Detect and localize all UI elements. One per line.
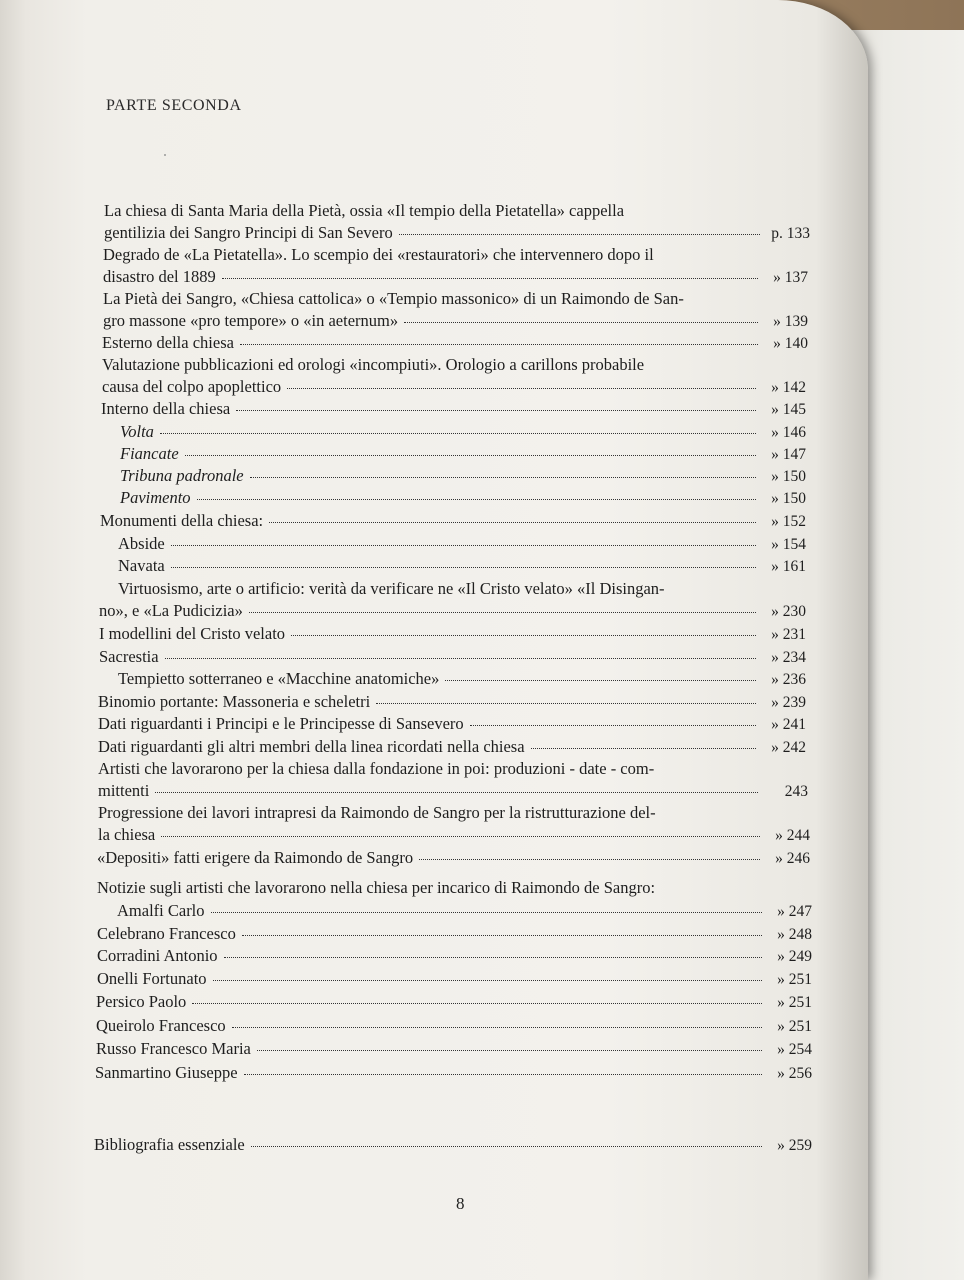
dot-leader — [185, 454, 756, 456]
toc-entry-page: » 147 — [771, 446, 806, 463]
toc-entry-page: » 154 — [771, 536, 806, 553]
toc-entry-title: Russo Francesco Maria — [96, 1039, 251, 1058]
toc-entry — [100, 511, 806, 533]
toc-entry-title: Dati riguardanti gli altri membri della linea ricordati nella chiesa — [98, 737, 525, 756]
running-head: PARTE SECONDA — [106, 97, 242, 114]
toc-entry-page: » 251 — [777, 971, 812, 988]
dot-leader — [240, 343, 758, 345]
toc-entry — [94, 1135, 812, 1157]
toc-entry-title: causa del colpo apoplettico — [102, 377, 282, 396]
dot-leader — [213, 979, 762, 981]
toc-entry — [99, 624, 806, 646]
toc-entry-page: » 139 — [773, 313, 808, 330]
toc-entry-page: p. 133 — [771, 225, 810, 242]
toc-entry — [98, 825, 810, 847]
dot-leader — [376, 702, 756, 704]
toc-entry — [98, 781, 808, 803]
dot-leader — [531, 747, 756, 749]
toc-entry-page: » 146 — [771, 424, 806, 441]
toc-entry — [118, 556, 806, 578]
toc-entry — [120, 488, 806, 510]
toc-entry-page: » 246 — [775, 850, 810, 867]
toc-entry — [102, 377, 806, 399]
toc-entry-title: Pavimento — [120, 488, 191, 507]
toc-entry — [98, 714, 806, 736]
toc-entry-title: Fiancate — [120, 444, 179, 463]
toc-entry-title: La chiesa di Santa Maria della Pietà, ossia «Il tempio della Pietatella» cappella — [104, 201, 625, 220]
dot-leader — [160, 432, 756, 434]
toc-entry-title: La Pietà dei Sangro, «Chiesa cattolica» o «Tempio massonico» di un Raimondo de San- — [103, 289, 684, 308]
toc-entry-title: mittenti — [98, 781, 150, 800]
toc-entry — [102, 333, 808, 355]
toc-entry-page: » 137 — [773, 269, 808, 286]
toc-entry — [103, 267, 808, 289]
dot-leader — [155, 791, 758, 793]
toc-entry-title: Notizie sugli artisti che lavorarono nella chiesa per incarico di Raimondo de Sangro: — [97, 878, 656, 897]
dot-leader — [171, 544, 756, 546]
toc-entry-page: » 254 — [777, 1041, 812, 1058]
dot-leader — [445, 679, 756, 681]
dot-leader — [224, 956, 762, 958]
toc-entry-page: » 256 — [777, 1065, 812, 1082]
dot-leader — [291, 634, 756, 636]
dot-leader — [232, 1026, 762, 1028]
toc-entry-title: gro massone «pro tempore» o «in aeternum» — [103, 311, 399, 330]
dot-leader — [250, 476, 756, 478]
toc-entry-page: » 230 — [771, 603, 806, 620]
toc-entry-title: Artisti che lavorarono per la chiesa dalla fondazione in poi: produzioni - date - com- — [98, 759, 655, 778]
toc-entry — [97, 924, 812, 946]
toc-entry-title: disastro del 1889 — [103, 267, 216, 286]
toc-entry-title: Abside — [118, 534, 165, 553]
dot-leader — [242, 934, 762, 936]
toc-entry — [103, 311, 808, 333]
toc-entry — [95, 1063, 812, 1085]
toc-entry-title: Valutazione pubblicazioni ed orologi «incompiuti». Orologio a carillons probabile — [102, 355, 645, 374]
toc-entry-title: Amalfi Carlo — [117, 901, 205, 920]
toc-entry-title: Binomio portante: Massoneria e scheletri — [98, 692, 371, 711]
toc-entry-title: Bibliografia essenziale — [94, 1135, 245, 1154]
toc-entry-page: » 248 — [777, 926, 812, 943]
toc-entry-page: » 145 — [771, 401, 806, 418]
toc-entry-title: gentilizia dei Sangro Principi di San Severo — [104, 223, 393, 242]
toc-entry — [118, 579, 806, 601]
toc-entry — [97, 878, 812, 900]
dot-leader — [211, 911, 762, 913]
dot-leader — [470, 724, 756, 726]
dot-leader — [171, 566, 756, 568]
toc-entry — [98, 803, 808, 825]
toc-entry-title: Celebrano Francesco — [97, 924, 236, 943]
dot-leader — [399, 233, 760, 235]
toc-entry — [118, 669, 806, 691]
dot-leader — [244, 1073, 762, 1075]
toc-entry-page: » 150 — [771, 468, 806, 485]
dot-leader — [197, 498, 756, 500]
toc-entry-page: 243 — [784, 783, 808, 800]
toc-entry — [103, 245, 810, 267]
dot-leader — [236, 409, 756, 411]
toc-entry-title: Navata — [118, 556, 165, 575]
toc-entry-title: Virtuosismo, arte o artificio: verità da verificare ne «Il Cristo velato» «Il Disingan- — [118, 579, 665, 598]
toc-entry-page: » 140 — [773, 335, 808, 352]
toc-entry-page: » 231 — [771, 626, 806, 643]
toc-entry — [120, 444, 806, 466]
dot-leader — [249, 611, 756, 613]
toc-entry-title: Degrado de «La Pietatella». Lo scempio dei «restauratori» che intervennero dopo il — [103, 245, 654, 264]
toc-entry — [101, 399, 806, 421]
toc-entry — [98, 737, 806, 759]
toc-entry-page: » 152 — [771, 513, 806, 530]
toc-entry-page: » 249 — [777, 948, 812, 965]
toc-entry-page: » 161 — [771, 558, 806, 575]
toc-entry-page: » 251 — [777, 1018, 812, 1035]
toc-entry — [103, 289, 808, 311]
toc-entry-page: » 259 — [777, 1137, 812, 1154]
toc-entry-title: Queirolo Francesco — [96, 1016, 226, 1035]
toc-entry-page: » 242 — [771, 739, 806, 756]
dot-leader — [257, 1049, 762, 1051]
toc-entry-page: » 234 — [771, 649, 806, 666]
dot-leader — [165, 657, 756, 659]
toc-entry — [120, 422, 806, 444]
toc-entry — [117, 901, 812, 923]
toc-entry-page: » 239 — [771, 694, 806, 711]
toc-entry — [118, 534, 806, 556]
toc-entry — [98, 759, 808, 781]
toc-entry-title: Tempietto sotterraneo e «Macchine anatomiche» — [118, 669, 440, 688]
dot-leader — [404, 321, 758, 323]
toc-entry — [96, 1039, 812, 1061]
dot-leader — [192, 1002, 762, 1004]
toc-entry-title: I modellini del Cristo velato — [99, 624, 286, 643]
toc-entry-page: » 241 — [771, 716, 806, 733]
toc-entry-title: no», e «La Pudicizia» — [99, 601, 243, 620]
toc-entry — [99, 601, 806, 623]
toc-entry — [97, 848, 810, 870]
toc-entry-title: Dati riguardanti i Principi e le Principesse di Sansevero — [98, 714, 464, 733]
dot-leader — [222, 277, 758, 279]
toc-entry-page: » 236 — [771, 671, 806, 688]
toc-entry-page: » 244 — [775, 827, 810, 844]
toc-entry — [99, 647, 806, 669]
toc-entry-title: Corradini Antonio — [97, 946, 218, 965]
toc-entry-page: » 251 — [777, 994, 812, 1011]
toc-entry — [98, 692, 806, 714]
dot-leader — [287, 387, 756, 389]
toc-entry-title: Persico Paolo — [96, 992, 187, 1011]
toc-entry — [104, 201, 816, 223]
toc-entry-title: Onelli Fortunato — [97, 969, 207, 988]
toc-entry-page: » 142 — [771, 379, 806, 396]
toc-entry-page: » 150 — [771, 490, 806, 507]
toc-entry-title: la chiesa — [98, 825, 156, 844]
toc-entry-title: Monumenti della chiesa: — [100, 511, 264, 530]
toc-entry-title: Interno della chiesa — [101, 399, 231, 418]
dot-leader — [419, 858, 760, 860]
toc-entry-title: Progressione dei lavori intrapresi da Raimondo de Sangro per la ristrutturazione del- — [98, 803, 656, 822]
toc-entry-title: Esterno della chiesa — [102, 333, 234, 352]
toc-entry — [120, 466, 806, 488]
toc-entry — [96, 992, 812, 1014]
toc-entry — [102, 355, 806, 377]
toc-entry-title: Sanmartino Giuseppe — [95, 1063, 238, 1082]
toc-entry-title: «Depositi» fatti erigere da Raimondo de Sangro — [97, 848, 414, 867]
toc-entry — [97, 969, 812, 991]
toc-entry — [96, 1016, 812, 1038]
page-number: 8 — [456, 1194, 465, 1213]
toc-entry-title: Volta — [120, 422, 154, 441]
toc-entry-page: » 247 — [777, 903, 812, 920]
dot-leader — [269, 521, 756, 523]
toc-entry-title: Tribuna padronale — [120, 466, 244, 485]
dot-leader — [161, 835, 760, 837]
dot-leader — [251, 1145, 762, 1147]
toc-entry — [97, 946, 812, 968]
toc-entry — [104, 223, 810, 245]
toc-entry-title: Sacrestia — [99, 647, 159, 666]
